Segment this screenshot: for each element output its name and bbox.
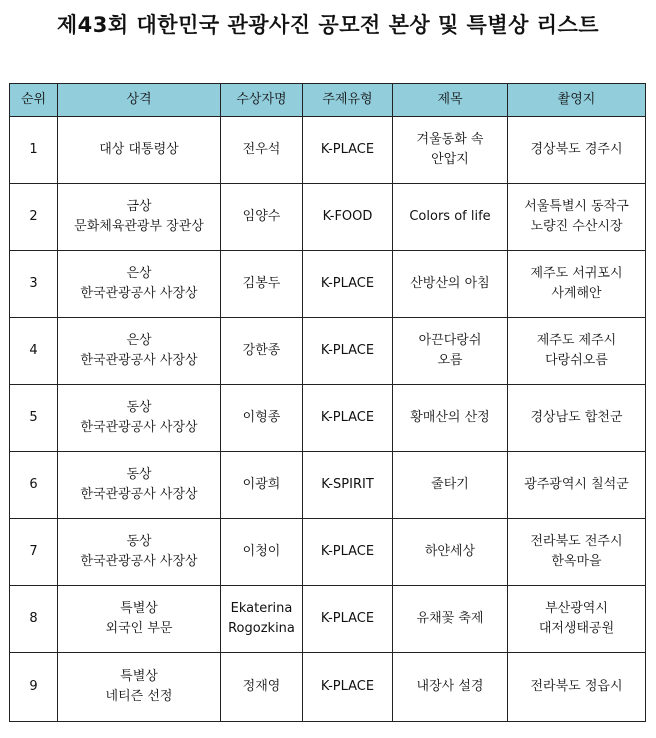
- cell-award-line: 은상: [126, 333, 152, 348]
- table-row: [10, 385, 646, 452]
- cell-type: K-PLACE: [303, 653, 393, 722]
- cell-type: K-PLACE: [303, 318, 393, 385]
- cell-winner-line: 전우석: [242, 142, 281, 157]
- cell-type: K-PLACE: [303, 117, 393, 184]
- cell-title: [393, 519, 508, 586]
- table-header-row: [10, 84, 646, 117]
- cell-location: [508, 117, 646, 184]
- cell-type: K-PLACE: [303, 251, 393, 318]
- cell-location-line: 대저생태공원: [538, 621, 615, 636]
- cell-title-line: 하얀세상: [424, 544, 476, 559]
- cell-type: K-PLACE: [303, 586, 393, 653]
- table-row: [10, 251, 646, 318]
- cell-award: [58, 385, 221, 452]
- cell-award: [58, 653, 221, 722]
- cell-award-line: 한국관광공사 사장상: [80, 487, 198, 502]
- cell-type: K-PLACE: [303, 385, 393, 452]
- table-body: [10, 117, 646, 722]
- cell-location-line: 전라북도 전주시: [530, 534, 623, 549]
- table-row: [10, 586, 646, 653]
- table-row: [10, 452, 646, 519]
- header-type: 주제유형: [303, 84, 393, 117]
- cell-winner-line: Rogozkina: [228, 621, 295, 636]
- table-row: [10, 184, 646, 251]
- cell-rank: 3: [10, 251, 58, 318]
- cell-winner: [221, 318, 303, 385]
- cell-title-line: 아끈다랑쉬: [418, 333, 482, 348]
- cell-location-line: 제주도 제주시: [536, 333, 617, 348]
- cell-location-line: 광주광역시 칠석군: [524, 477, 629, 492]
- cell-rank: 1: [10, 117, 58, 184]
- cell-award-line: 네티즌 선정: [105, 689, 173, 704]
- cell-award-line: 동상: [126, 467, 152, 482]
- cell-location: [508, 452, 646, 519]
- cell-award-line: 특별상: [120, 669, 158, 684]
- cell-location: [508, 251, 646, 318]
- cell-location: [508, 653, 646, 722]
- cell-title: [393, 184, 508, 251]
- cell-winner: [221, 653, 303, 722]
- cell-location: [508, 519, 646, 586]
- cell-title: [393, 385, 508, 452]
- cell-award-line: 은상: [126, 266, 152, 281]
- cell-award: [58, 519, 221, 586]
- cell-award-line: 한국관광공사 사장상: [80, 286, 198, 301]
- cell-rank: 5: [10, 385, 58, 452]
- cell-winner-line: 이청이: [242, 544, 281, 559]
- cell-award: [58, 318, 221, 385]
- cell-rank: 9: [10, 653, 58, 722]
- cell-winner: [221, 184, 303, 251]
- cell-award-line: 동상: [126, 534, 152, 549]
- cell-award-line: 특별상: [120, 601, 158, 616]
- cell-title-line: 오름: [437, 353, 463, 368]
- cell-winner-line: 이광희: [242, 477, 281, 492]
- cell-winner: [221, 452, 303, 519]
- cell-title-line: 내장사 설경: [416, 679, 484, 694]
- cell-location-line: 사계해안: [551, 286, 602, 301]
- cell-location-line: 경상남도 합천군: [530, 410, 623, 425]
- cell-award-line: 문화체육관광부 장관상: [74, 219, 204, 234]
- cell-rank: 4: [10, 318, 58, 385]
- cell-award: [58, 251, 221, 318]
- cell-winner: [221, 586, 303, 653]
- cell-winner-line: 김봉두: [242, 276, 281, 291]
- cell-winner-line: 정재영: [242, 679, 281, 694]
- cell-winner-line: Ekaterina: [230, 601, 293, 616]
- cell-award-line: 외국인 부문: [105, 621, 173, 636]
- cell-title-line: 산방산의 아침: [410, 276, 490, 291]
- header-title: 제목: [393, 84, 508, 117]
- cell-award-line: 대상 대통령상: [99, 142, 179, 157]
- table-row: [10, 117, 646, 184]
- cell-type: K-PLACE: [303, 519, 393, 586]
- header-location: 촬영지: [508, 84, 646, 117]
- cell-location: [508, 184, 646, 251]
- cell-title: [393, 318, 508, 385]
- table-row: [10, 318, 646, 385]
- cell-location: [508, 385, 646, 452]
- cell-location-line: 경상북도 경주시: [530, 142, 623, 157]
- cell-rank: 8: [10, 586, 58, 653]
- cell-title: [393, 251, 508, 318]
- header-rank: 순위: [10, 84, 58, 117]
- cell-winner-line: 임양수: [242, 209, 281, 224]
- cell-title: [393, 586, 508, 653]
- cell-title-line: 황매산의 산정: [410, 410, 490, 425]
- cell-title: [393, 117, 508, 184]
- award-list-table: [9, 83, 646, 722]
- cell-winner: [221, 385, 303, 452]
- table-row: [10, 519, 646, 586]
- cell-rank: 6: [10, 452, 58, 519]
- cell-location-line: 한옥마을: [551, 554, 602, 569]
- cell-award: [58, 184, 221, 251]
- cell-title-line: 안압지: [431, 152, 469, 167]
- cell-title-line: 줄타기: [431, 477, 469, 492]
- cell-winner: [221, 117, 303, 184]
- cell-location-line: 다랑쉬오름: [545, 353, 608, 368]
- cell-award-line: 한국관광공사 사장상: [80, 353, 198, 368]
- cell-rank: 7: [10, 519, 58, 586]
- cell-title-line: 유채꽃 축제: [416, 611, 484, 626]
- cell-location: [508, 318, 646, 385]
- cell-title: [393, 452, 508, 519]
- cell-winner: [221, 519, 303, 586]
- cell-award-line: 금상: [126, 199, 152, 214]
- cell-award-line: 한국관광공사 사장상: [80, 554, 198, 569]
- cell-award: [58, 452, 221, 519]
- cell-winner-line: 강한종: [242, 343, 281, 358]
- cell-location-line: 전라북도 정읍시: [530, 679, 623, 694]
- page-title: 제43회 대한민국 관광사진 공모전 본상 및 특별상 리스트: [56, 13, 600, 37]
- cell-location-line: 서울특별시 동작구: [524, 199, 629, 214]
- cell-location-line: 노량진 수산시장: [530, 219, 623, 234]
- cell-title: [393, 653, 508, 722]
- header-winner: 수상자명: [221, 84, 303, 117]
- cell-award: [58, 117, 221, 184]
- cell-location-line: 부산광역시: [545, 601, 608, 616]
- cell-type: K-FOOD: [303, 184, 393, 251]
- cell-type: K-SPIRIT: [303, 452, 393, 519]
- table-row: [10, 653, 646, 722]
- header-award: 상격: [58, 84, 221, 117]
- cell-award-line: 동상: [126, 400, 152, 415]
- cell-rank: 2: [10, 184, 58, 251]
- cell-location: [508, 586, 646, 653]
- cell-title-line: Colors of life: [409, 209, 491, 224]
- cell-location-line: 제주도 서귀포시: [530, 266, 623, 281]
- cell-title-line: 겨울동화 속: [416, 132, 484, 147]
- cell-award: [58, 586, 221, 653]
- cell-winner: [221, 251, 303, 318]
- cell-winner-line: 이형종: [242, 410, 281, 425]
- cell-award-line: 한국관광공사 사장상: [80, 420, 198, 435]
